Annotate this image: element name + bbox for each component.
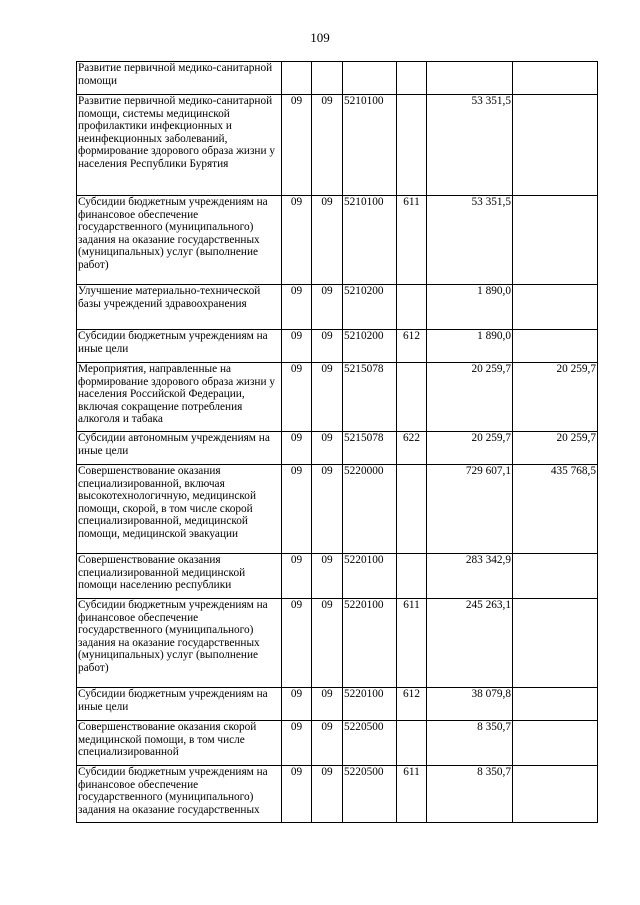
row-name-cell: Субсидии бюджетным учреждениям на финансовое обеспечение государственного (муниципального) задания на оказание государственных (муниципальных) услуг (выполнение работ) — [77, 196, 282, 285]
table-row — [77, 599, 598, 688]
table-row — [77, 766, 598, 823]
table-row — [77, 62, 598, 95]
table-row — [77, 330, 598, 363]
subsection-code-cell: 09 — [312, 363, 343, 432]
table-row — [77, 721, 598, 766]
subsection-code-cell: 09 — [312, 330, 343, 363]
expense-type-cell — [397, 285, 427, 330]
expense-type-cell: 612 — [397, 688, 427, 721]
amount-cell — [427, 62, 513, 95]
row-name-cell: Субсидии бюджетным учреждениям на иные цели — [77, 688, 282, 721]
page-number: 109 — [310, 30, 330, 45]
expense-type-cell: 611 — [397, 599, 427, 688]
federal-amount-cell: 20 259,7 — [513, 432, 598, 465]
row-name-cell: Субсидии бюджетным учреждениям на финансовое обеспечение государственного (муниципального) задания на оказание государственных — [77, 766, 282, 823]
expense-type-cell — [397, 554, 427, 599]
federal-amount-cell — [513, 95, 598, 196]
federal-amount-cell — [513, 688, 598, 721]
target-article-cell: 5210200 — [343, 285, 397, 330]
expense-type-cell: 622 — [397, 432, 427, 465]
target-article-cell: 5210200 — [343, 330, 397, 363]
row-name-cell: Совершенствование оказания скорой медицинской помощи, в том числе специализированной — [77, 721, 282, 766]
row-name-cell: Субсидии автономным учреждениям на иные цели — [77, 432, 282, 465]
amount-cell: 53 351,5 — [427, 95, 513, 196]
target-article-cell: 5210100 — [343, 95, 397, 196]
expense-type-cell — [397, 62, 427, 95]
subsection-code-cell: 09 — [312, 432, 343, 465]
row-name-cell: Субсидии бюджетным учреждениям на иные цели — [77, 330, 282, 363]
section-code-cell: 09 — [282, 721, 312, 766]
section-code-cell: 09 — [282, 363, 312, 432]
table-row — [77, 285, 598, 330]
table-row — [77, 363, 598, 432]
federal-amount-cell — [513, 330, 598, 363]
table-row — [77, 688, 598, 721]
section-code-cell: 09 — [282, 95, 312, 196]
amount-cell: 8 350,7 — [427, 721, 513, 766]
target-article-cell: 5220100 — [343, 554, 397, 599]
section-code-cell: 09 — [282, 432, 312, 465]
subsection-code-cell: 09 — [312, 554, 343, 599]
target-article-cell: 5215078 — [343, 432, 397, 465]
section-code-cell — [282, 62, 312, 95]
section-code-cell: 09 — [282, 766, 312, 823]
row-name-cell: Мероприятия, направленные на формирование здорового образа жизни у населения Российской Федерации, включая сокращение потребления алкоголя и табака — [77, 363, 282, 432]
subsection-code-cell — [312, 62, 343, 95]
expense-type-cell: 611 — [397, 196, 427, 285]
amount-cell: 8 350,7 — [427, 766, 513, 823]
row-name-cell: Развитие первичной медико-санитарной помощи — [77, 62, 282, 95]
federal-amount-cell — [513, 721, 598, 766]
subsection-code-cell: 09 — [312, 95, 343, 196]
expense-type-cell — [397, 721, 427, 766]
row-name-cell: Улучшение материально-технической базы учреждений здравоохранения — [77, 285, 282, 330]
budget-table — [76, 61, 598, 823]
federal-amount-cell: 20 259,7 — [513, 363, 598, 432]
target-article-cell: 5220000 — [343, 465, 397, 554]
section-code-cell: 09 — [282, 330, 312, 363]
subsection-code-cell: 09 — [312, 196, 343, 285]
target-article-cell: 5210100 — [343, 196, 397, 285]
row-name-cell: Совершенствование оказания специализированной, включая высокотехнологичную, медицинской помощи, скорой, в том числе скорой специализированной, медицинской помощи, медицинской эвакуации — [77, 465, 282, 554]
subsection-code-cell: 09 — [312, 285, 343, 330]
table-row — [77, 554, 598, 599]
federal-amount-cell — [513, 196, 598, 285]
row-name-cell: Развитие первичной медико-санитарной помощи, системы медицинской профилактики инфекционных и неинфекционных заболеваний, формирование здорового образа жизни у населения Республики Бурятия — [77, 95, 282, 196]
subsection-code-cell: 09 — [312, 721, 343, 766]
federal-amount-cell — [513, 766, 598, 823]
target-article-cell: 5220500 — [343, 721, 397, 766]
section-code-cell: 09 — [282, 196, 312, 285]
target-article-cell: 5220100 — [343, 688, 397, 721]
federal-amount-cell — [513, 62, 598, 95]
section-code-cell: 09 — [282, 465, 312, 554]
target-article-cell: 5220500 — [343, 766, 397, 823]
table-row — [77, 432, 598, 465]
expense-type-cell — [397, 95, 427, 196]
amount-cell: 38 079,8 — [427, 688, 513, 721]
expense-type-cell — [397, 363, 427, 432]
expense-type-cell: 612 — [397, 330, 427, 363]
section-code-cell: 09 — [282, 599, 312, 688]
table-row — [77, 465, 598, 554]
row-name-cell: Субсидии бюджетным учреждениям на финансовое обеспечение государственного (муниципального) задания на оказание государственных (муниципальных) услуг (выполнение работ) — [77, 599, 282, 688]
expense-type-cell — [397, 465, 427, 554]
federal-amount-cell — [513, 554, 598, 599]
section-code-cell: 09 — [282, 688, 312, 721]
target-article-cell: 5220100 — [343, 599, 397, 688]
amount-cell: 1 890,0 — [427, 330, 513, 363]
subsection-code-cell: 09 — [312, 599, 343, 688]
subsection-code-cell: 09 — [312, 465, 343, 554]
amount-cell: 20 259,7 — [427, 363, 513, 432]
amount-cell: 53 351,5 — [427, 196, 513, 285]
amount-cell: 283 342,9 — [427, 554, 513, 599]
subsection-code-cell: 09 — [312, 766, 343, 823]
subsection-code-cell: 09 — [312, 688, 343, 721]
federal-amount-cell: 435 768,5 — [513, 465, 598, 554]
section-code-cell: 09 — [282, 285, 312, 330]
row-name-cell: Совершенствование оказания специализированной медицинской помощи населению республики — [77, 554, 282, 599]
target-article-cell: 5215078 — [343, 363, 397, 432]
amount-cell: 245 263,1 — [427, 599, 513, 688]
section-code-cell: 09 — [282, 554, 312, 599]
amount-cell: 20 259,7 — [427, 432, 513, 465]
table-row — [77, 95, 598, 196]
expense-type-cell: 611 — [397, 766, 427, 823]
target-article-cell — [343, 62, 397, 95]
federal-amount-cell — [513, 285, 598, 330]
table-row — [77, 196, 598, 285]
amount-cell: 1 890,0 — [427, 285, 513, 330]
federal-amount-cell — [513, 599, 598, 688]
amount-cell: 729 607,1 — [427, 465, 513, 554]
